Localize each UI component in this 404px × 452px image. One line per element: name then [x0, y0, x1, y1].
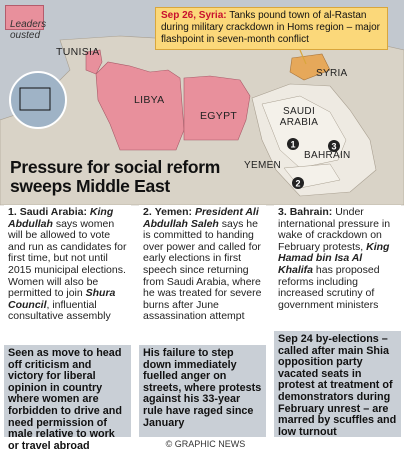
column-emphasis: King Hamad bin Isa Al Khalifa	[278, 240, 390, 276]
column-number: 1.	[8, 206, 17, 218]
column-top	[4, 205, 131, 345]
column-number: 2.	[143, 206, 152, 218]
column-saudi-arabia	[4, 205, 131, 452]
label-egypt: EGYPT	[200, 110, 238, 122]
column-emphasis: Shura Council	[8, 287, 116, 311]
syria-alert-box	[155, 7, 388, 50]
label-bahrain: BAHRAIN	[304, 150, 351, 161]
alert-text: Tanks pound town of al-Rastan during military crackdown in Homs region – major flashpoint in seven-month conflict	[161, 10, 380, 45]
label-saudi-arabia: SAUDI ARABIA	[279, 106, 319, 128]
column-text2: has proposed reforms including increased scrutiny of government ministers	[278, 263, 380, 311]
label-syria: SYRIA	[316, 68, 348, 79]
locator-globe	[10, 72, 66, 128]
column-yemen	[139, 205, 266, 437]
column-intro: President Ali Abdullah Saleh	[143, 206, 259, 230]
column-text: Under international pressure in wake of crackdown on February protests,	[278, 206, 391, 253]
column-bahrain	[274, 205, 401, 437]
legend-label: Leaders ousted	[10, 19, 47, 41]
column-bottom: His failure to step down immediately fuelled anger on streets, where protests against his 33-year rule have raged since January	[139, 345, 266, 437]
column-country: Saudi Arabia:	[19, 206, 87, 218]
column-number: 3.	[278, 206, 287, 218]
country-egypt	[184, 76, 250, 140]
marker-1-label: 1	[290, 139, 296, 150]
column-text: says women will be allowed to vote and run as candidates for first time, but not until 2015 municipal elections. Women will also be permitted to join	[8, 217, 127, 300]
column-top	[274, 205, 401, 331]
column-bottom: Sep 24 by-elections – called after main Shia opposition party vacated seats in protest at treatment of demonstrators during February unrest – are marred by scuffles and low turnout	[274, 331, 401, 437]
page-title: Pressure for social reform sweeps Middle East	[10, 157, 221, 196]
column-text: says he is committed to handing over power and called for early elections in first speech since returning from Saudi Arabia, where he was treated for severe burns after June assassination attempt	[143, 217, 262, 323]
column-country: Yemen:	[154, 206, 193, 218]
column-country: Bahrain:	[289, 206, 333, 218]
marker-3-label: 3	[331, 141, 337, 152]
alert-headline: Sep 26, Syria:	[161, 10, 227, 21]
label-tunisia: TUNISIA	[56, 46, 100, 58]
marker-2-label: 2	[295, 178, 301, 189]
column-intro: King Abdullah	[8, 206, 114, 230]
column-bottom: Seen as move to head off criticism and victory for liberal opinion in country where women are forbidden to drive and need permission of male relative to work or travel abroad	[4, 345, 131, 437]
label-yemen: YEMEN	[244, 160, 282, 171]
column-top	[139, 205, 266, 345]
label-libya: LIBYA	[134, 94, 165, 106]
column-text2: , influential consultative assembly	[8, 298, 111, 323]
credit: © GRAPHIC NEWS	[165, 439, 246, 449]
